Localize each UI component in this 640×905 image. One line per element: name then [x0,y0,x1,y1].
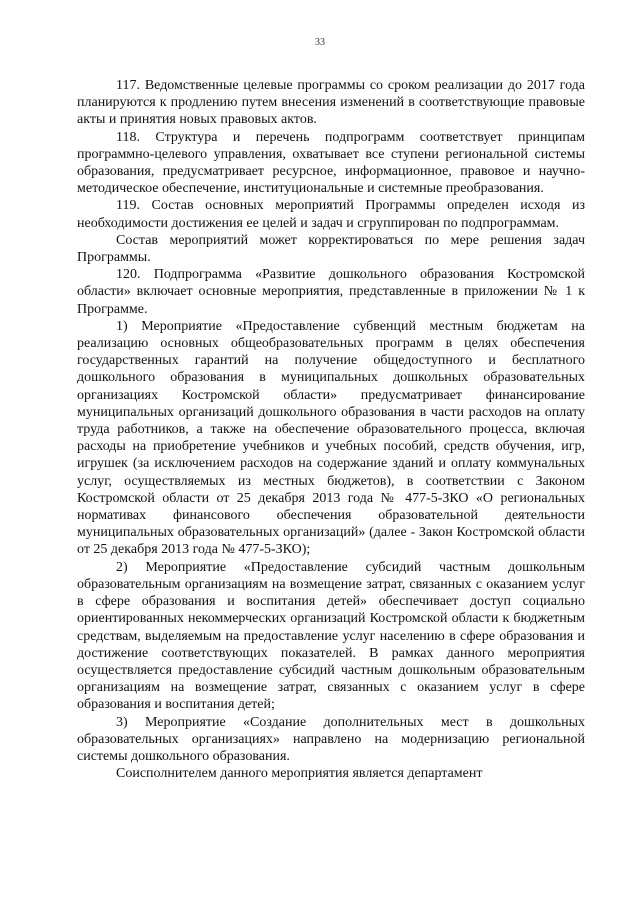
page-number: 33 [315,37,325,48]
paragraph-activity-1: 1) Мероприятие «Предоставление субвенций местным бюджетам на реализацию основных общеобразовательных программ в целях обеспечения государственных гарантий на получение общедоступного и бесплатного дошкольного образования в муниципальных дошкольных образовательных организациях Костромской области» предусматривает финансирование муниципальных организаций дошкольного образования в части расходов на оплату труда работников, а также на обеспечение образовательного процесса, включая расходы на приобретение учебников и учебных пособий, средств обучения, игр, игрушек (за исключением расходов на содержание зданий и оплату коммунальных услуг, осуществляемых из местных бюджетов), в соответствии с Законом Костромской области от 25 декабря 2013 года № 477-5-ЗКО «О региональных нормативах финансового обеспечения образовательной деятельности муниципальных образовательных организаций» (далее - Закон Костромской области от 25 декабря 2013 года № 477-5-ЗКО); [77,318,585,558]
paragraph-120: 120. Подпрограмма «Развитие дошкольного образования Костромской области» включает основные мероприятия, представленные в приложении № 1 к Программе. [77,267,585,317]
document-body [77,77,585,782]
paragraph-activity-3: 3) Мероприятие «Создание дополнительных мест в дошкольных образовательных организациях» направлено на модернизацию региональной системы дошкольного образования. [77,714,585,764]
paragraph-co-executor: Соисполнителем данного мероприятия является департамент [116,766,483,782]
paragraph-activities-adjust: Состав мероприятий может корректироваться по мере решения задач Программы. [77,232,585,266]
paragraph-117: 117. Ведомственные целевые программы со сроком реализации до 2017 года планируются к продлению путем внесения изменений в соответствующие правовые акты и принятия новых правовых актов. [77,78,585,128]
paragraph-118: 118. Структура и перечень подпрограмм соответствует принципам программно-целевого управления, охватывает все ступени региональной системы образования, предусматривает ресурсное, информационное, правовое и научно-методическое обеспечение, институциональные и системные преобразования. [77,129,585,197]
paragraph-activity-2: 2) Мероприятие «Предоставление субсидий частным дошкольным образовательным организациям на возмещение затрат, связанных с оказанием услуг в сфере образования и воспитания детей» обеспечивает доступ социально ориентированных некоммерческих организаций Костромской области к бюджетным средствам, выделяемым на предоставление услуг населению в сфере образования и достижение соответствующих показателей. В рамках данного мероприятия осуществляется предоставление субсидий частным дошкольным образовательным организациям на возмещение затрат, связанных с оказанием услуг в сфере образования и воспитания детей; [77,559,585,713]
paragraph-119: 119. Состав основных мероприятий Программы определен исходя из необходимости достижения ее целей и задач и сгруппирован по подпрограммам. [77,198,585,231]
